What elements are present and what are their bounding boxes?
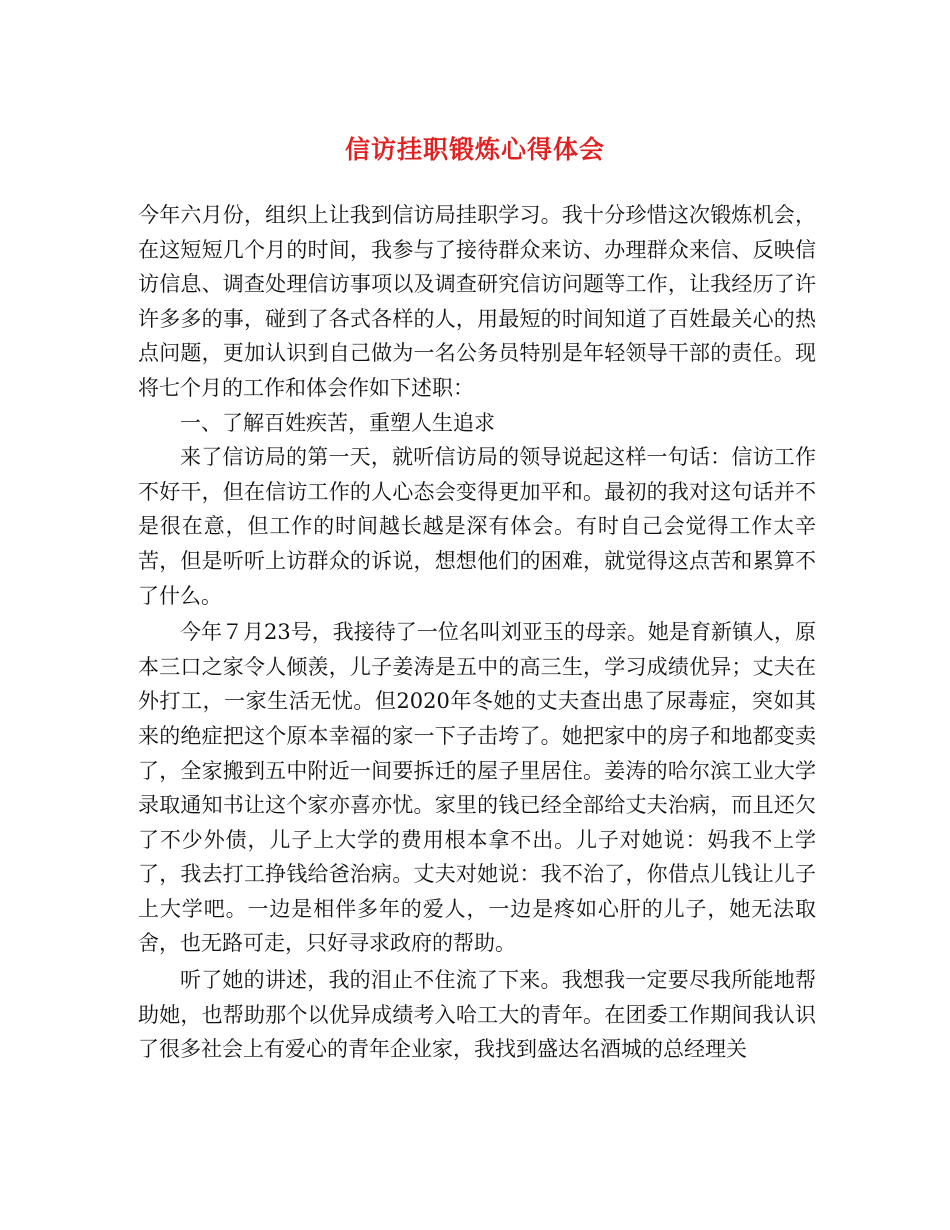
section-heading: 一、了解百姓疾苦，重塑人生追求 <box>180 410 495 435</box>
paragraph: 今年７月23号，我接待了一位名叫刘亚玉的母亲。她是育新镇人，原本三口之家令人倾羡，儿子姜涛是五中的高三生，学习成绩优异；丈夫在外打工，一家生活无忧。但2020年冬她的丈夫查出患了尿毒症，突如其来的绝症把这个原本幸福的家一下子击垮了。她把家中的房子和地都变卖了，全家搬到五中附近一间要拆迁的屋子里居住。姜涛的哈尔滨工业大学录取通知书让这个家亦喜亦忧。家里的钱已经全部给丈夫治病，而且还欠了不少外债，儿子上大学的费用根本拿不出。儿子对她说：妈我不上学了，我去打工挣钱给爸治病。丈夫对她说：我不治了，你借点儿钱让儿子上大学吧。一边是相伴多年的爱人，一边是疼如心肝的儿子，她无法取舍，也无路可走，只好寻求政府的帮助。 <box>138 620 816 956</box>
paragraph: 听了她的讲述，我的泪止不住流了下来。我想我一定要尽我所能地帮助她，也帮助那个以优异成绩考入哈工大的青年。在团委工作期间我认识了很多社会上有爱心的青年企业家，我找到盛达名酒城的总经理关 <box>138 968 816 1062</box>
document-title: 信访挂职锻炼心得体会 <box>344 135 605 164</box>
document-body <box>138 198 816 1067</box>
paragraph: 来了信访局的第一天，就听信访局的领导说起这样一句话：信访工作不好干，但在信访工作的人心态会变得更加平和。最初的我对这句话并不是很在意，但工作的时间越长越是深有体会。有时自己会觉得工作太辛苦，但是听听上访群众的诉说，想想他们的困难，就觉得这点苦和累算不了什么。 <box>138 445 816 608</box>
paragraph-intro: 今年六月份，组织上让我到信访局挂职学习。我十分珍惜这次锻炼机会，在这短短几个月的时间，我参与了接待群众来访、办理群众来信、反映信访信息、调查处理信访事项以及调查研究信访问题等工作，让我经历了许许多多的事，碰到了各式各样的人，用最短的时间知道了百姓最关心的热点问题，更加认识到自己做为一名公务员特别是年轻领导干部的责任。现将七个月的工作和体会作如下述职： <box>138 203 816 400</box>
